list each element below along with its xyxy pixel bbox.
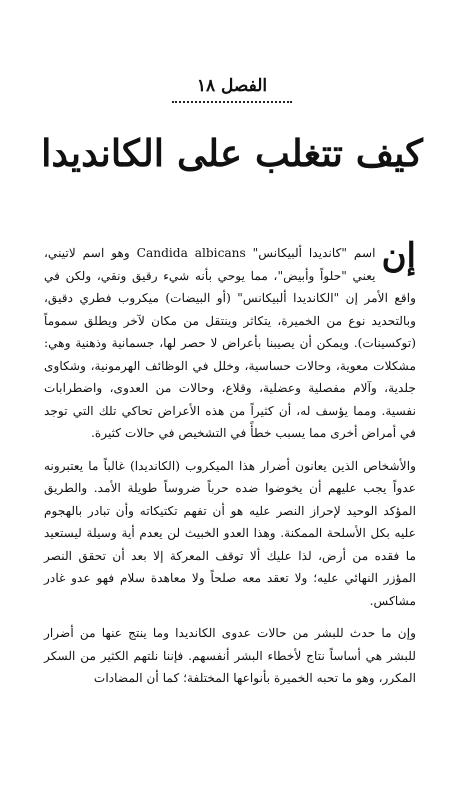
- body-text: [44, 236, 416, 690]
- paragraph-1: [44, 236, 416, 445]
- paragraph-3: وإن ما حدث للبشر من حالات عدوى الكانديدا وما ينتج عنها من أضرار للبشر هي أساساً نتاج لأخطاء البشر أنفسهم. فإننا نلتهم الكثير من السكر المكرر، وهو ما تحبه الخميرة بأنواعها المختلفة؛ كما أن المضادات: [44, 626, 416, 685]
- drop-cap: إن: [381, 236, 416, 276]
- dotted-divider: [172, 101, 292, 103]
- paragraph-1-text: اسم "كانديدا ألبيكانس" Candida albicans وهو اسم لاتيني، يعني "حلواً وأبيض"، مما يوحي بأنه شيء رقيق ونقي، ولكن في واقع الأمر إن "الكانديدا ألبيكانس" (أو البيضات) ميكروب فطري دقيق، وبالتحديد نوع من الخميرة، يتكاثر وينتقل من مكان لآخر ويطلق سموماً (توكسينات). ويمكن أن يصيبنا بأعراض لا حصر لها، جسمانية وذهنية وهي: مشكلات معوية، وحالات حساسية، وخلل في الوظائف الهرمونية، وشكاوى جلدية، وآلام مفصلية وعضلية، وقلاع، وحالات من العدوى، واضطرابات نفسية. ومما يؤسف له، أن كثيراً من هذه الأعراض تحاكي تلك التي توجد في أمراض أخرى مما يسبب خطأً في التشخيص في حالات كثيرة.: [44, 246, 416, 440]
- paragraph-2: والأشخاص الذين يعانون أضرار هذا الميكروب (الكانديدا) غالباً ما يعتبرونه عدواً يجب عليهم أن يخوضوا ضده حرباً ضروساً طويلة الأمد. والطريق المؤكد الوحيد لإحراز النصر عليه هو أن تفهم تكتيكاته وأن تبادر بالهجوم عليه بكل الأسلحة الممكنة. وهذا العدو الخبيث لن يعدم أية وسيلة ليستعيد ما فقده من أرض، لذا عليك ألا توقف المعركة إلا بعد أن تحقق النصر المؤزر النهائي عليه؛ ولا تعقد معه صلحاً ولا معاهدة سلام فهو عدو غادر مشاكس.: [44, 458, 416, 608]
- chapter-heading: الفصل ١٨: [196, 76, 268, 96]
- chapter-title: كيف تتغلب على الكانديدا: [41, 131, 423, 175]
